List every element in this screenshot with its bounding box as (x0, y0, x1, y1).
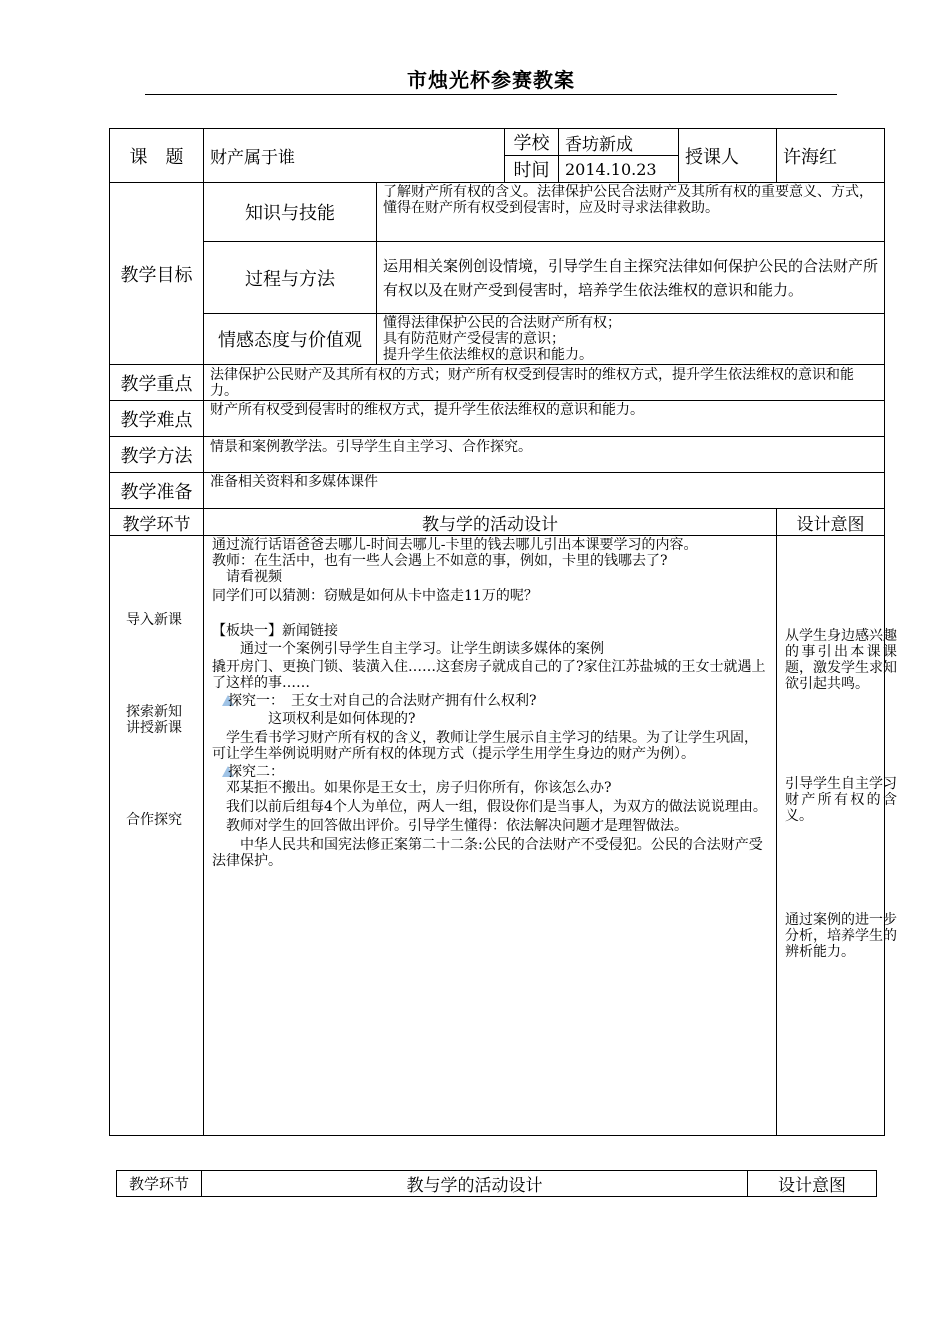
teacher-value: 许海红 (777, 129, 885, 183)
intent-header: 设计意图 (748, 1171, 877, 1197)
design-header: 教与学的活动设计 (204, 509, 777, 536)
key-points-text: 法律保护公民财产及其所有权的方式；财产所有权受到侵害时的维权方式，提升学生依法维权的意识和能力。 (204, 365, 885, 401)
stage-explore-line: 探索新知 (126, 704, 182, 720)
goals-label: 教学目标 (110, 183, 204, 365)
title-underline (145, 94, 837, 95)
activity-line: 【板块一】新闻链接 (212, 623, 338, 639)
stage-cooperate: 合作探究 (126, 812, 182, 828)
difficulties-text: 财产所有权受到侵害时的维权方式，提升学生依法维权的意识和能力。 (204, 401, 885, 437)
lesson-plan-table (109, 128, 897, 1136)
intent-cooperate: 通过案例的进一步分析，培养学生的辨析能力。 (785, 912, 897, 960)
stage-explore-line: 讲授新课 (126, 720, 182, 736)
design-header: 教与学的活动设计 (202, 1171, 748, 1197)
stage-column (110, 536, 204, 1136)
activity-line: 中华人民共和国宪法修正案第二十二条:公民的合法财产不受侵犯。公民的合法财产受法律保护。 (212, 837, 763, 869)
school-value: 香坊新成 (559, 129, 679, 156)
activity-line: 教师：在生活中，也有一些人会遇上不如意的事，例如，卡里的钱哪去了? (212, 553, 668, 569)
teacher-label: 授课人 (679, 129, 777, 183)
intent-intro: 从学生身边感兴趣的事引出本课课题，激发学生求知欲引起共鸣。 (785, 628, 897, 692)
stage-header: 教学环节 (117, 1171, 202, 1197)
goal-name-attitude: 情感态度与价值观 (204, 314, 377, 365)
explore-two-text: 探究二： (228, 764, 284, 780)
activity-line: 同学们可以猜测：窃贼是如何从卡中盗走11万的呢？ (212, 588, 538, 604)
topic-value: 财产属于谁 (204, 129, 505, 183)
activity-line: 通过流行话语爸爸去哪儿-时间去哪儿-卡里的钱去哪儿引出本课要学习的内容。 (212, 537, 698, 553)
preparation-label: 教学准备 (110, 473, 204, 509)
activity-content (204, 536, 777, 1136)
time-label: 时间 (505, 156, 559, 183)
intent-column (777, 536, 897, 1136)
key-points-label: 教学重点 (110, 365, 204, 401)
activity-line: 这项权利是如何体现的? (212, 711, 416, 727)
methods-label: 教学方法 (110, 437, 204, 473)
continuation-table-header (116, 1170, 877, 1197)
school-label: 学校 (505, 129, 559, 156)
difficulties-label: 教学难点 (110, 401, 204, 437)
activity-line: 我们以前后组每4个人为单位，两人一组，假设你们是当事人，为双方的做法说说理由。 (212, 799, 767, 815)
activity-line (212, 693, 768, 709)
activity-line (212, 764, 768, 780)
attitude-line: 具有防范财产受侵害的意识； (383, 331, 565, 347)
attitude-line: 提升学生依法维权的意识和能力。 (383, 347, 593, 363)
document-title: 市烛光杯参赛教案 (407, 68, 575, 92)
goal-text-attitude (377, 314, 885, 365)
time-value: 2014.10.23 (559, 156, 679, 183)
explore-one-text: 探究一： 王女士对自己的合法财产拥有什么权利? (228, 693, 537, 709)
activity-line: 邓某拒不搬出。如果你是王女士，房子归你所有，你该怎么办? (212, 780, 612, 796)
topic-label: 课 题 (110, 129, 204, 183)
attitude-line: 懂得法律保护公民的合法财产所有权； (383, 315, 621, 331)
activity-line: 请看视频 (212, 569, 282, 585)
stage-header: 教学环节 (110, 509, 204, 536)
stage-intro: 导入新课 (126, 612, 182, 628)
goal-name-knowledge: 知识与技能 (204, 183, 377, 242)
goal-name-process: 过程与方法 (204, 242, 377, 314)
intent-explore: 引导学生自主学习财产所有权的含义。 (785, 776, 897, 824)
activity-line: 学生看书学习财产所有权的含义，教师让学生展示自主学习的结果。为了让学生巩固，可让学生举例说明财产所有权的体现方式（提示学生用学生身边的财产为例）。 (212, 730, 758, 762)
goal-text-knowledge: 了解财产所有权的含义。法律保护公民合法财产及其所有权的重要意义、方式，懂得在财产所有权受到侵害时，应及时寻求法律救助。 (377, 183, 885, 242)
stage-explore (110, 704, 198, 736)
methods-text: 情景和案例教学法。引导学生自主学习、合作探究。 (204, 437, 885, 473)
activity-line: 教师对学生的回答做出评价。引导学生懂得：依法解决问题才是理智做法。 (212, 818, 688, 834)
goal-text-process: 运用相关案例创设情境，引导学生自主探究法律如何保护公民的合法财产所有权以及在财产受到侵害时，培养学生依法维权的意识和能力。 (377, 242, 885, 314)
activity-line: 撬开房门、更换门锁、装潢入住……这套房子就成自己的了?家住江苏盐城的王女士就遇上了这样的事…… (212, 659, 766, 691)
preparation-text: 准备相关资料和多媒体课件 (204, 473, 885, 509)
activity-blank-line (212, 604, 768, 620)
activity-line: 通过一个案例引导学生自主学习。让学生朗读多媒体的案例 (212, 641, 604, 657)
intent-header: 设计意图 (777, 509, 885, 536)
